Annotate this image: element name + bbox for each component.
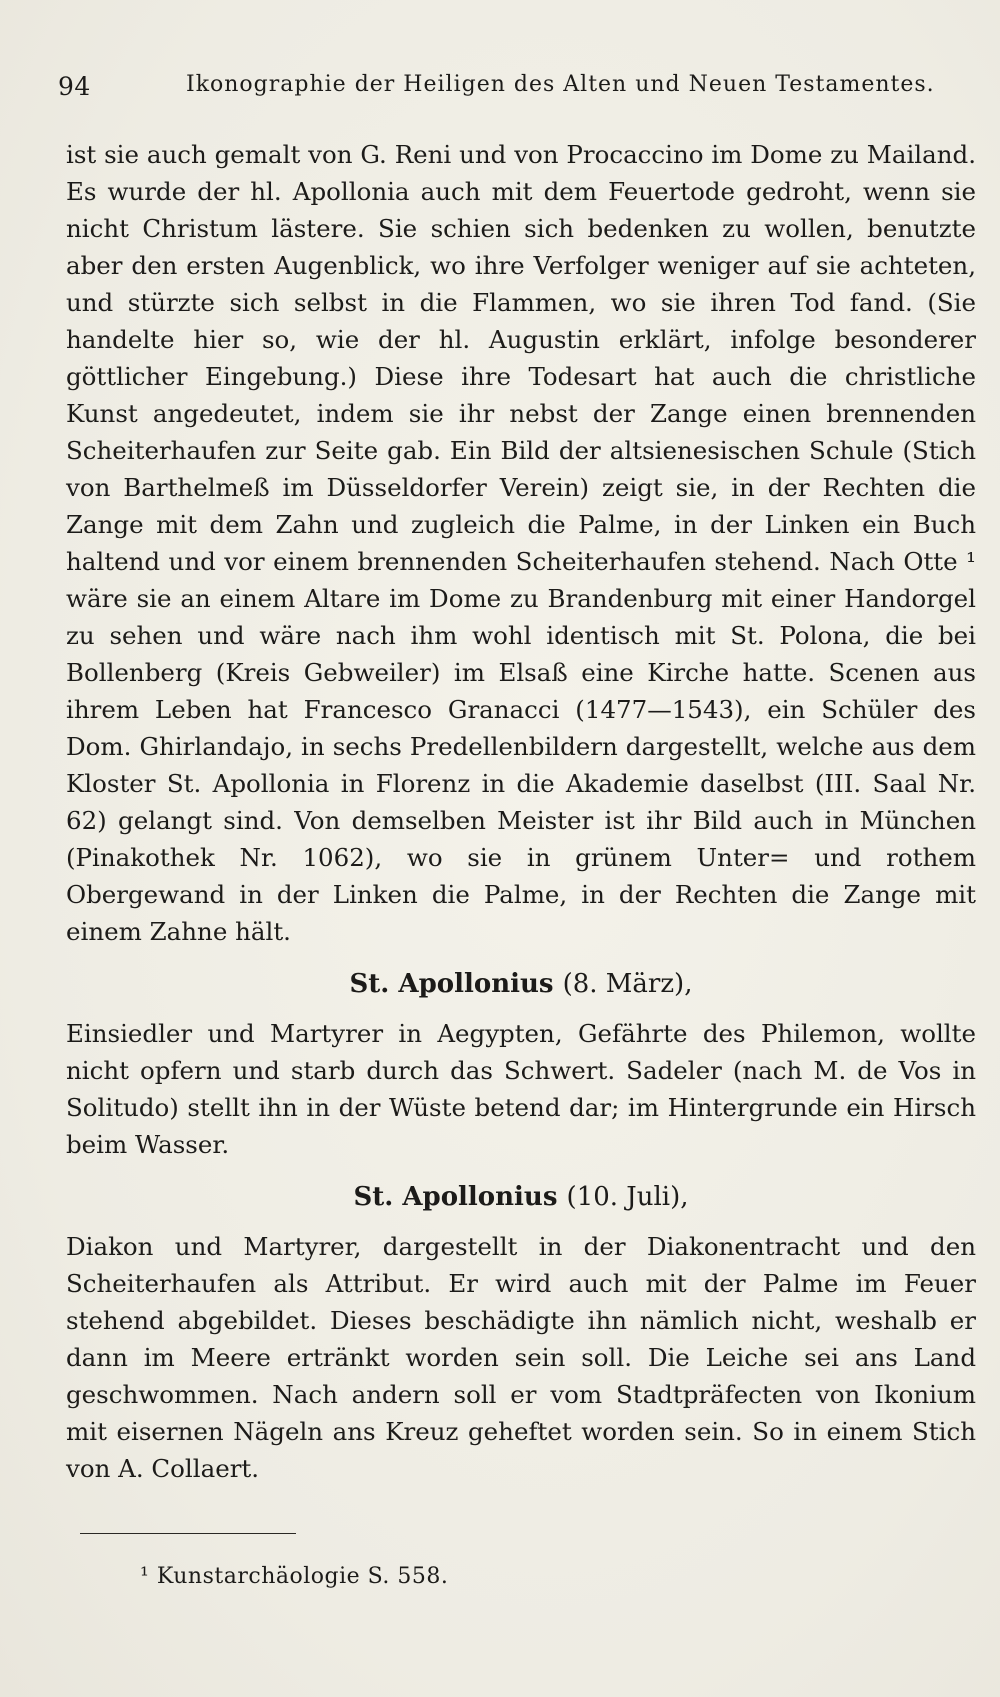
footnote: ¹ Kunstarchäologie S. 558.	[140, 1564, 449, 1589]
paragraph-apollonia: ist sie auch gemalt von G. Reni und von Procaccino im Dome zu Mailand. Es wurde der hl. Apollonia auch mit dem Feuertode gedroht, wenn sie nicht Christum lästere. Sie schien sich bedenken zu wollen, benutzte aber den ersten Augenblick, wo ihre Verfolger weniger auf sie achteten, und stürzte sich selbst in die Flammen, wo sie ihren Tod fand. (Sie handelte hier so, wie der hl. Augustin erklärt, infolge besonderer göttlicher Eingebung.) Diese ihre Todesart hat auch die christliche Kunst angedeutet, indem sie ihr nebst der Zange einen brennenden Scheiterhaufen zur Seite gab. Ein Bild der altsienesischen Schule (Stich von Barthelmeß im Düsseldorfer Verein) zeigt sie, in der Rechten die Zange mit dem Zahn und zugleich die Palme, in der Linken ein Buch haltend und vor einem brennenden Scheiterhaufen stehend. Nach Otte ¹ wäre sie an einem Altare im Dome zu Brandenburg mit einer Handorgel zu sehen und wäre nach ihm wohl identisch mit St. Polona, die bei Bollenberg (Kreis Gebweiler) im Elsaß eine Kirche hatte. Scenen aus ihrem Leben hat Francesco Granacci (1477—1543), ein Schüler des Dom. Ghirlandajo, in sechs Predellenbildern dargestellt, welche aus dem Kloster St. Apollonia in Florenz in die Akademie daselbst (III. Saal Nr. 62) gelangt sind. Von demselben Meister ist ihr Bild auch in München (Pinakothek Nr. 1062), wo sie in grünem Unter= und rothem Obergewand in der Linken die Palme, in der Rechten die Zange mit einem Zahne hält.	[66, 140, 976, 946]
paragraph-apollonius-march: Einsiedler und Martyrer in Aegypten, Gefährte des Philemon, wollte nicht opfern und starb durch das Schwert. Sadeler (nach M. de Vos in Solitudo) stellt ihn in der Wüste betend dar; im Hintergrunde ein Hirsch beim Wasser.	[66, 1019, 976, 1159]
running-title: Ikonographie der Heiligen des Alten und Neuen Testamentes.	[186, 72, 935, 97]
heading-apollonius-march	[66, 966, 976, 1003]
page-number: 94	[58, 72, 91, 101]
paragraph-apollonius-july: Diakon und Martyrer, dargestellt in der Diakonentracht und den Scheiterhaufen als Attribut. Er wird auch mit der Palme im Feuer stehend abgebildet. Dieses beschädigte ihn nämlich nicht, weshalb er dann im Meere ertränkt worden sein soll. Die Leiche sei ans Land geschwommen. Nach andern soll er vom Stadtpräfecten von Ikonium mit eisernen Nägeln ans Kreuz geheftet worden sein. So in einem Stich von A. Collaert.	[66, 1232, 976, 1483]
main-text	[66, 136, 976, 1487]
heading-name: St. Apollonius	[353, 1182, 558, 1212]
footnote-divider	[80, 1533, 296, 1534]
heading-apollonius-july	[66, 1179, 976, 1216]
heading-date: (10. Juli),	[566, 1182, 689, 1212]
heading-date: (8. März),	[562, 969, 693, 999]
heading-name: St. Apollonius	[349, 969, 554, 999]
